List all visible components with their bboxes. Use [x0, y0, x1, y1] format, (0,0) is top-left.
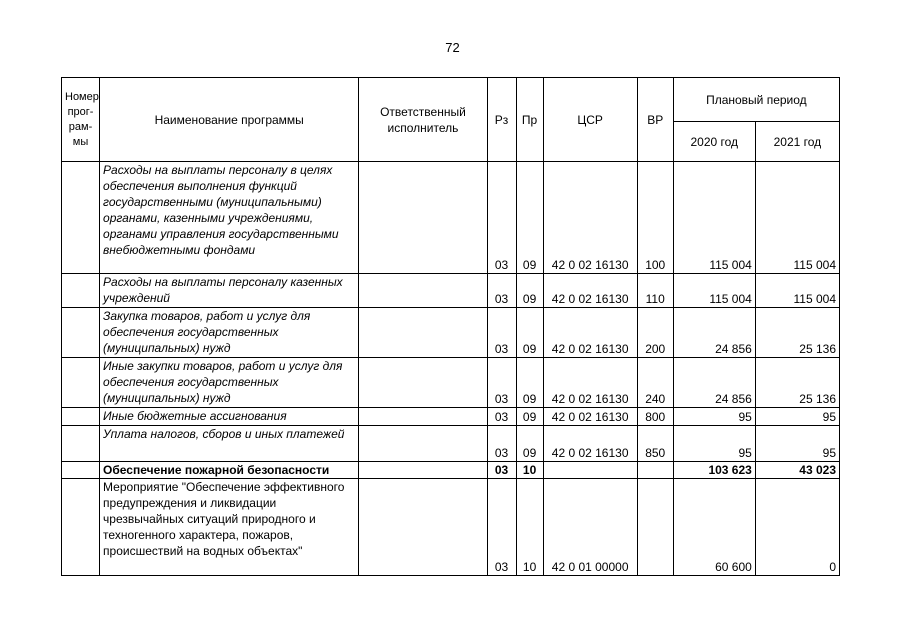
amount-2020-cell: 115 004	[673, 274, 755, 308]
table-row	[62, 479, 840, 576]
rz-cell: 03	[487, 408, 516, 426]
executor-cell	[359, 274, 487, 308]
vr-cell	[637, 462, 673, 479]
amount-2021-cell: 43 023	[755, 462, 839, 479]
program-number-cell	[62, 479, 100, 576]
pr-cell: 09	[516, 408, 543, 426]
program-number-cell	[62, 408, 100, 426]
table-row	[62, 274, 840, 308]
rz-cell: 03	[487, 479, 516, 576]
amount-2020-cell: 24 856	[673, 308, 755, 358]
table-row	[62, 162, 840, 274]
rz-cell: 03	[487, 462, 516, 479]
header-vr: ВР	[637, 78, 673, 162]
program-name-cell: Закупка товаров, работ и услуг для обеспечения государственных (муниципальных) нужд	[100, 308, 359, 358]
program-number-cell	[62, 462, 100, 479]
header-program-name: Наименование программы	[100, 78, 359, 162]
pr-cell: 09	[516, 162, 543, 274]
vr-cell	[637, 479, 673, 576]
csr-cell: 42 0 01 00000	[543, 479, 637, 576]
header-pr: Пр	[516, 78, 543, 162]
pr-cell: 09	[516, 274, 543, 308]
program-name-cell: Уплата налогов, сборов и иных платежей	[100, 426, 359, 462]
amount-2021-cell: 115 004	[755, 162, 839, 274]
table-row	[62, 358, 840, 408]
amount-2020-cell: 115 004	[673, 162, 755, 274]
amount-2021-cell: 0	[755, 479, 839, 576]
amount-2021-cell: 95	[755, 426, 839, 462]
rz-cell: 03	[487, 358, 516, 408]
page-number: 72	[445, 40, 460, 55]
amount-2021-cell: 25 136	[755, 358, 839, 408]
csr-cell: 42 0 02 16130	[543, 274, 637, 308]
amount-2020-cell: 60 600	[673, 479, 755, 576]
executor-cell	[359, 426, 487, 462]
rz-cell: 03	[487, 274, 516, 308]
csr-cell	[543, 462, 637, 479]
vr-cell: 240	[637, 358, 673, 408]
amount-2021-cell: 25 136	[755, 308, 839, 358]
csr-cell: 42 0 02 16130	[543, 408, 637, 426]
program-name-cell: Расходы на выплаты персоналу казенных учреждений	[100, 274, 359, 308]
table-row	[62, 408, 840, 426]
header-planned-period: Плановый период	[673, 78, 839, 122]
table-row	[62, 308, 840, 358]
program-name-cell: Иные бюджетные ассигнования	[100, 408, 359, 426]
pr-cell: 09	[516, 426, 543, 462]
csr-cell: 42 0 02 16130	[543, 162, 637, 274]
program-number-cell	[62, 358, 100, 408]
vr-cell: 110	[637, 274, 673, 308]
header-csr: ЦСР	[543, 78, 637, 162]
rz-cell: 03	[487, 162, 516, 274]
program-name-cell: Мероприятие "Обеспечение эффективного предупреждения и ликвидации чрезвычайных ситуаций природного и техногенного характера, пожаров, происшествий на водных объектах"	[100, 479, 359, 576]
header-year-2021: 2021 год	[755, 122, 839, 162]
rz-cell: 03	[487, 426, 516, 462]
program-number-cell	[62, 274, 100, 308]
program-number-cell	[62, 308, 100, 358]
table-row	[62, 426, 840, 462]
executor-cell	[359, 308, 487, 358]
executor-cell	[359, 162, 487, 274]
vr-cell: 850	[637, 426, 673, 462]
header-program-number: Номер прог-рам-мы	[62, 78, 100, 162]
pr-cell: 10	[516, 479, 543, 576]
amount-2020-cell: 103 623	[673, 462, 755, 479]
csr-cell: 42 0 02 16130	[543, 308, 637, 358]
amount-2020-cell: 95	[673, 408, 755, 426]
program-name-cell: Обеспечение пожарной безопасности	[100, 462, 359, 479]
amount-2021-cell: 95	[755, 408, 839, 426]
program-number-cell	[62, 426, 100, 462]
vr-cell: 200	[637, 308, 673, 358]
amount-2020-cell: 95	[673, 426, 755, 462]
header-year-2020: 2020 год	[673, 122, 755, 162]
csr-cell: 42 0 02 16130	[543, 426, 637, 462]
header-row-top	[62, 78, 840, 122]
program-name-cell: Иные закупки товаров, работ и услуг для обеспечения государственных (муниципальных) нужд	[100, 358, 359, 408]
executor-cell	[359, 408, 487, 426]
pr-cell: 10	[516, 462, 543, 479]
rz-cell: 03	[487, 308, 516, 358]
csr-cell: 42 0 02 16130	[543, 358, 637, 408]
header-executor: Ответственный исполнитель	[359, 78, 487, 162]
program-name-cell: Расходы на выплаты персоналу в целях обеспечения выполнения функций государственными (муниципальными) органами, казенными учреждениями, органами управления государственными внебюджетными фондами	[100, 162, 359, 274]
executor-cell	[359, 462, 487, 479]
table-row	[62, 462, 840, 479]
pr-cell: 09	[516, 308, 543, 358]
executor-cell	[359, 479, 487, 576]
header-rz: Рз	[487, 78, 516, 162]
amount-2020-cell: 24 856	[673, 358, 755, 408]
vr-cell: 800	[637, 408, 673, 426]
vr-cell: 100	[637, 162, 673, 274]
program-number-cell	[62, 162, 100, 274]
budget-table	[61, 77, 840, 576]
executor-cell	[359, 358, 487, 408]
amount-2021-cell: 115 004	[755, 274, 839, 308]
pr-cell: 09	[516, 358, 543, 408]
